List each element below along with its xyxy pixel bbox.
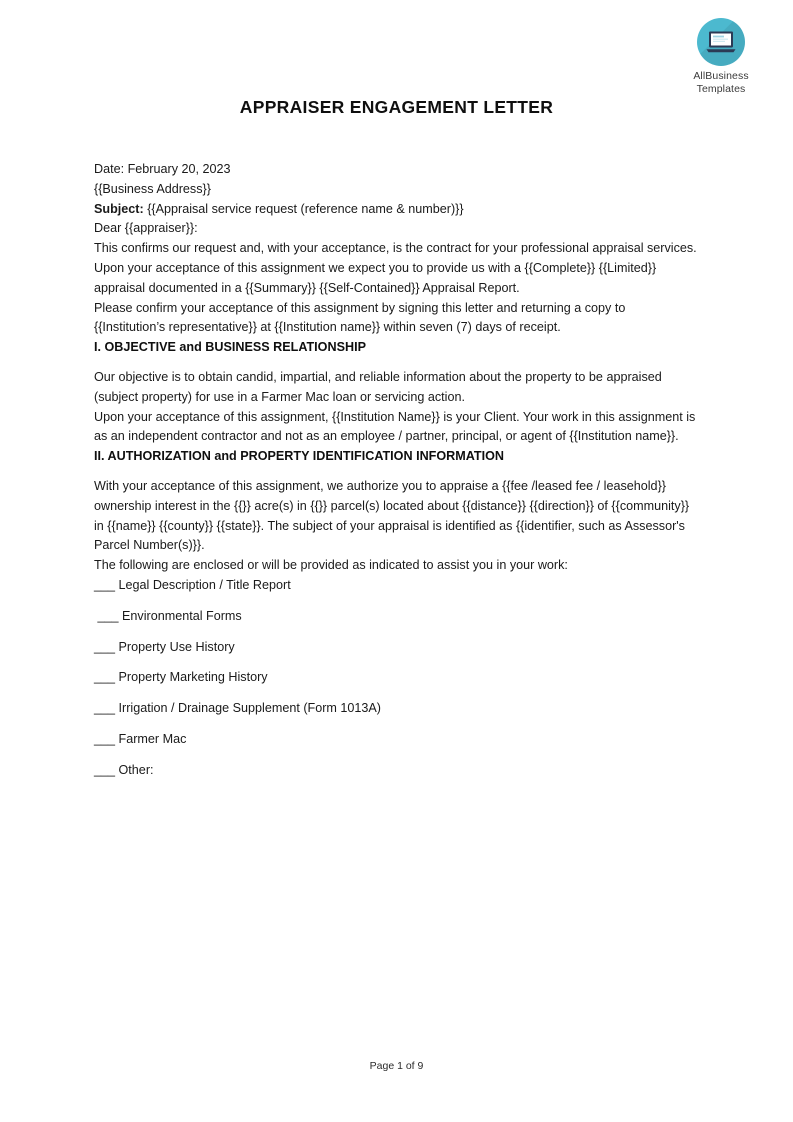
- list-item: ___ Property Use History: [94, 639, 235, 654]
- brand-name: [665, 70, 777, 95]
- brand-name-line1: AllBusiness: [693, 70, 749, 82]
- list-item: ___ Environmental Forms: [94, 608, 242, 623]
- subject-line: [94, 200, 698, 220]
- section-heading-objective: I. OBJECTIVE and BUSINESS RELATIONSHIP: [94, 340, 366, 355]
- list-item: ___ Other:: [94, 762, 154, 777]
- list-item: ___ Legal Description / Title Report: [94, 577, 291, 592]
- intro-paragraph-3: Please confirm your acceptance of this assignment by signing this letter and returning a copy to {{Institution’s representative}} at {{Institution name}} within seven (7) days of receipt.: [94, 300, 626, 335]
- intro-paragraph-2: Upon your acceptance of this assignment we expect you to provide us with a {{Complete}} {{Limited}} appraisal documented in a {{Summary}} {{Self-Contained}} Appraisal Report.: [94, 260, 657, 295]
- list-item: ___ Irrigation / Drainage Supplement (Form 1013A): [94, 701, 382, 716]
- page-footer: Page 1 of 9: [369, 1060, 424, 1072]
- salutation: Dear {{appraiser}}:: [94, 221, 198, 236]
- list-item: ___ Farmer Mac: [94, 731, 187, 746]
- page-title: APPRAISER ENGAGEMENT LETTER: [239, 97, 554, 117]
- section2-paragraph-2: The following are enclosed or will be provided as indicated to assist you in your work:: [94, 558, 568, 573]
- laptop-icon: [706, 30, 736, 54]
- enclosure-list: [94, 576, 698, 781]
- brand-logo: [665, 18, 777, 95]
- section1-paragraph-2: Upon your acceptance of this assignment, {{Institution Name}} is your Client. Your work in this assignment is as an independent contractor and not as an employee / partner, principal, or agent of {{Institution name}}.: [94, 409, 696, 444]
- document-body: [94, 160, 698, 792]
- subject-label: Subject:: [94, 201, 144, 216]
- section-heading-authorization: II. AUTHORIZATION and PROPERTY IDENTIFICATION INFORMATION: [94, 449, 504, 464]
- brand-name-line2: Templates: [696, 82, 746, 95]
- section2-paragraph-1: With your acceptance of this assignment, we authorize you to appraise a {{fee /leased fee / leasehold}} ownership interest in the {{}} acre(s) in {{}} parcel(s) located about {{distance}} {{direction}} of {{community}} in {{name}} {{county}} {{state}}. The subject of your appraisal is identified as {{identifier, such as Assessor's Parcel Number(s)}}.: [94, 478, 690, 553]
- business-address-line: {{Business Address}}: [94, 181, 211, 196]
- logo-circle-background: [697, 18, 745, 66]
- intro-paragraph-1: This confirms our request and, with your acceptance, is the contract for your professional appraisal services.: [94, 241, 697, 256]
- date-line: Date: February 20, 2023: [94, 162, 231, 176]
- section1-paragraph-1: Our objective is to obtain candid, impartial, and reliable information about the property to be appraised (subject property) for use in a Farmer Mac loan or servicing action.: [94, 369, 662, 404]
- list-item: ___ Property Marketing History: [94, 670, 268, 685]
- subject-value: {{Appraisal service request (reference name & number)}}: [147, 201, 464, 216]
